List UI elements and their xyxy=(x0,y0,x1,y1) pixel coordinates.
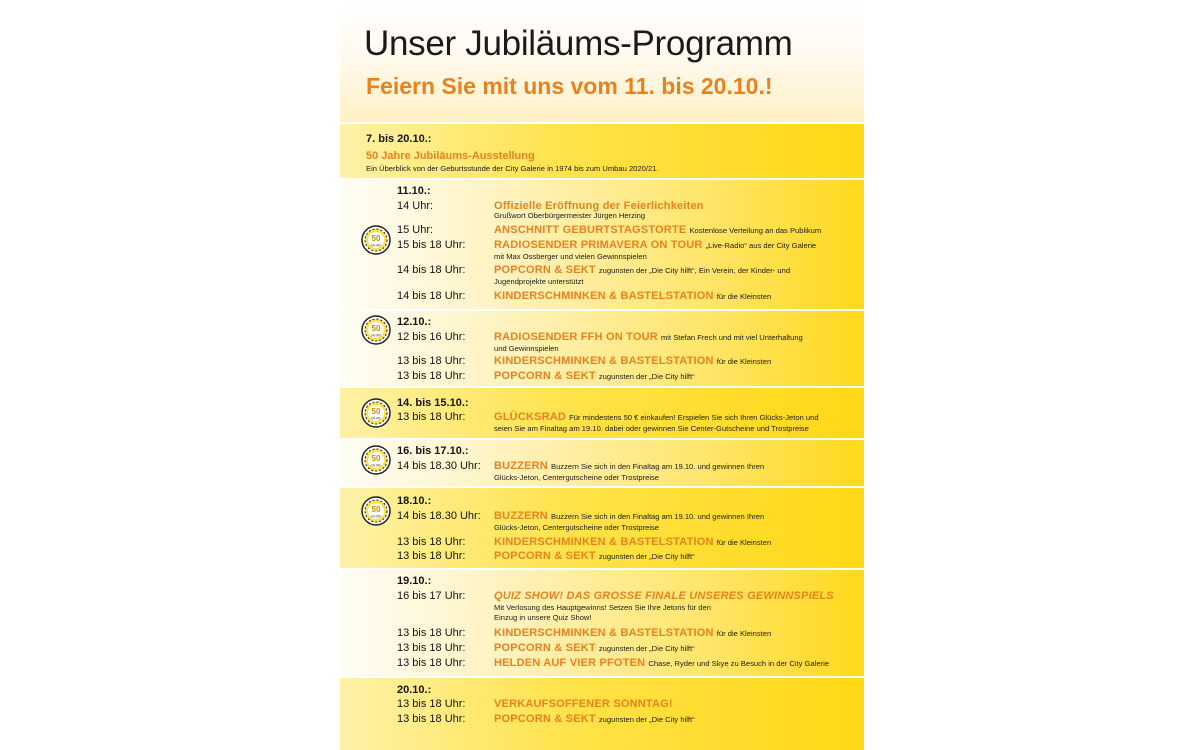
day-section-16-17-10 xyxy=(340,440,864,486)
event-row xyxy=(397,657,859,670)
event-title: ANSCHNITT GEBURTSTAGSTORTE xyxy=(494,224,687,236)
event-time: 13 bis 18 Uhr: xyxy=(397,713,466,725)
event-row xyxy=(397,698,859,711)
day-section-18-10 xyxy=(340,488,864,568)
event-title: POPCORN & SEKT xyxy=(494,550,596,562)
event-description: Chase, Ryder und Skye zu Besuch in der City Galerie xyxy=(648,659,829,668)
event-title: HELDEN AUF VIER PFOTEN xyxy=(494,657,646,669)
event-description: zugunsten der „Die City hilft“, Ein Verein, der Kinder- und xyxy=(598,266,791,275)
coin-label: JAHRE xyxy=(370,463,382,468)
event-time: 14 bis 18 Uhr: xyxy=(397,290,466,302)
event-title: KINDERSCHMINKEN & BASTELSTATION xyxy=(494,290,714,302)
day-date: 11.10.: xyxy=(397,185,431,197)
event-title: RADIOSENDER PRIMAVERA ON TOUR xyxy=(494,239,703,251)
event-row xyxy=(397,331,859,353)
event-description: mit Stefan Frech und mit viel Unterhaltung xyxy=(660,333,803,342)
coin-label: JAHRE xyxy=(370,416,382,421)
event-description: zugunsten der „Die City hilft“ xyxy=(598,644,695,653)
page-subtitle: Feiern Sie mit uns vom 11. bis 20.10.! xyxy=(366,73,773,99)
event-time: 15 Uhr: xyxy=(397,224,434,236)
program-poster xyxy=(340,0,864,750)
event-row xyxy=(397,536,859,549)
day-date: 12.10.: xyxy=(397,316,432,328)
day-date: 19.10.: xyxy=(397,575,432,587)
event-time: 13 bis 18 Uhr: xyxy=(397,642,466,654)
day-section-12-10 xyxy=(340,311,864,386)
event-description: zugunsten der „Die City hilft“ xyxy=(598,372,695,381)
coin-number: 50 xyxy=(371,505,381,514)
event-title: POPCORN & SEKT xyxy=(494,713,596,725)
event-row xyxy=(397,239,859,261)
event-time: 15 bis 18 Uhr: xyxy=(397,239,466,251)
jubilee-coin-icon xyxy=(361,445,391,475)
event-time: 13 bis 18 Uhr: xyxy=(397,370,466,382)
event-time: 14 bis 18.30 Uhr: xyxy=(397,510,481,522)
day-section-19-10 xyxy=(340,570,864,676)
day-date: 16. bis 17.10.: xyxy=(397,445,469,457)
event-row xyxy=(397,224,859,237)
event-row xyxy=(397,550,859,563)
event-description: Für mindestens 50 € einkaufen! Erspielen Sie sich Ihren Glücks-Jeton und xyxy=(569,413,819,422)
event-time: 13 bis 18 Uhr: xyxy=(397,411,466,423)
event-description-line: und Gewinnspielen xyxy=(494,344,559,353)
coin-number: 50 xyxy=(371,234,381,243)
event-row xyxy=(397,355,859,368)
event-title: Offizielle Eröffnung der Feierlichkeiten xyxy=(494,200,704,212)
jubilee-coin-icon xyxy=(361,225,391,255)
coin-label: JAHRE xyxy=(370,514,382,519)
coin-number: 50 xyxy=(371,324,381,333)
coin-number: 50 xyxy=(371,454,381,463)
event-time: 16 bis 17 Uhr: xyxy=(397,590,466,602)
event-title: POPCORN & SEKT xyxy=(494,264,596,276)
event-row xyxy=(397,713,859,726)
event-title: BUZZERN xyxy=(494,460,548,472)
event-title: KINDERSCHMINKEN & BASTELSTATION xyxy=(494,355,714,367)
day-section-11-10 xyxy=(340,180,864,309)
jubilee-coin-icon xyxy=(361,315,391,345)
day-section-14-15-10 xyxy=(340,388,864,438)
coin-label: JAHRE xyxy=(370,333,382,338)
event-row xyxy=(397,590,859,622)
event-title: KINDERSCHMINKEN & BASTELSTATION xyxy=(494,536,714,548)
coin-number: 50 xyxy=(371,407,381,416)
event-row xyxy=(397,370,859,383)
event-time: 13 bis 18 Uhr: xyxy=(397,536,466,548)
event-time: 13 bis 18 Uhr: xyxy=(397,627,466,639)
day-date: 14. bis 15.10.: xyxy=(397,397,469,409)
day-section-20-10 xyxy=(340,678,864,750)
event-description-line: Mit Verlosung des Hauptgewinns! Setzen Sie Ihre Jetons für den Einzug in unsere Quiz Show! xyxy=(494,603,711,622)
event-title: POPCORN & SEKT xyxy=(494,370,596,382)
event-title: RADIOSENDER FFH ON TOUR xyxy=(494,331,658,343)
event-time: 14 bis 18.30 Uhr: xyxy=(397,460,481,472)
event-time: 13 bis 18 Uhr: xyxy=(397,355,466,367)
event-description-line: Grußwort Oberbürgermeister Jürgen Herzing xyxy=(494,211,646,220)
event-description-line: Glücks-Jeton, Centergutscheine oder Trostpreise xyxy=(494,473,660,482)
day-date: 18.10.: xyxy=(397,495,432,507)
event-title: KINDERSCHMINKEN & BASTELSTATION xyxy=(494,627,714,639)
event-description-line: Glücks-Jeton, Centergutscheine oder Trostpreise xyxy=(494,523,660,532)
event-title: VERKAUFSOFFENER SONNTAG! xyxy=(494,698,673,710)
event-time: 14 Uhr: xyxy=(397,200,434,212)
day-date: 20.10.: xyxy=(397,684,432,696)
event-title: POPCORN & SEKT xyxy=(494,642,596,654)
event-time: 13 bis 18 Uhr: xyxy=(397,657,466,669)
event-description: für die Kleinsten xyxy=(716,629,772,638)
event-title: QUIZ SHOW! DAS GROSSE FINALE UNSERES GEWINNSPIELS xyxy=(494,590,834,602)
event-row xyxy=(397,627,859,640)
event-time: 13 bis 18 Uhr: xyxy=(397,698,466,710)
event-description-line: seien Sie am Finaltag am 19.10. dabei oder gewinnen Sie Center-Gutscheine und Trostpreise xyxy=(494,424,809,433)
event-time: 14 bis 18 Uhr: xyxy=(397,264,466,276)
event-description: für die Kleinsten xyxy=(716,538,772,547)
exhibition-description: Ein Überblick von der Geburtsstunde der City Galerie in 1974 bis zum Umbau 2020/21. xyxy=(366,164,659,173)
event-description: für die Kleinsten xyxy=(716,357,772,366)
event-row xyxy=(397,290,859,303)
event-description: für die Kleinsten xyxy=(716,292,772,301)
page-title: Unser Jubiläums-Programm xyxy=(364,24,793,63)
event-row xyxy=(397,510,859,532)
event-description: zugunsten der „Die City hilft“ xyxy=(598,715,695,724)
event-description: Kostenlose Verteilung an das Publikum xyxy=(689,226,822,235)
event-description: zugunsten der „Die City hilft“ xyxy=(598,552,695,561)
event-row xyxy=(397,460,859,482)
exhibition-section xyxy=(340,124,864,178)
event-row xyxy=(397,642,859,655)
event-row xyxy=(397,411,859,433)
coin-label: JAHRE xyxy=(370,243,382,248)
event-time: 13 bis 18 Uhr: xyxy=(397,550,466,562)
exhibition-date: 7. bis 20.10.: xyxy=(366,133,432,145)
event-title: BUZZERN xyxy=(494,510,548,522)
event-description-line: Jugendprojekte unterstützt xyxy=(494,277,584,286)
event-description-line: mit Max Ossberger und vielen Gewinnspielen xyxy=(494,252,647,261)
event-row xyxy=(397,200,859,220)
exhibition-title: 50 Jahre Jubiläums-Ausstellung xyxy=(366,150,535,162)
event-row xyxy=(397,264,859,286)
event-description: Buzzern Sie sich in den Finaltag am 19.10. und gewinnen Ihren xyxy=(551,512,765,521)
event-time: 12 bis 16 Uhr: xyxy=(397,331,466,343)
jubilee-coin-icon xyxy=(361,398,391,428)
event-description: „Live-Radio“ aus der City Galerie xyxy=(705,241,817,250)
jubilee-coin-icon xyxy=(361,496,391,526)
event-description: Buzzern Sie sich in den Finaltag am 19.10. und gewinnen Ihren xyxy=(551,462,765,471)
event-title: GLÜCKSRAD xyxy=(494,411,567,423)
poster-header xyxy=(340,0,864,122)
